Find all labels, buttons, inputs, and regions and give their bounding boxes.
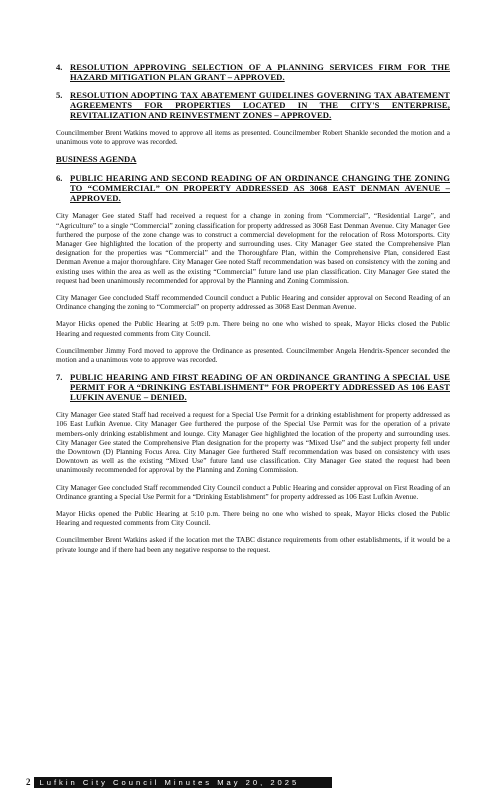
item-number: 6. [56,173,63,184]
item-paragraph: City Manager Gee stated Staff had received a request for a change in zoning from “Commercial”, “Residential Large”, and “Agriculture” to a single “Commercial” zoning classification for property addressed as 3068 East Denman Avenue. City Manager Gee furthered the purpose of the zone change was to construct a commercial development for the relocation of Ross Motorsports. City Manager Gee highlighted the location of the property and surrounding uses. City Manager Gee stated the Comprehensive Plan designation for the properties was “Commercial” and the Thoroughfare Plan, within the Comprehensive Plan, considered East Denman Avenue a major thoroughfare. City Manager Gee noted Staff recommendation was based on consistency with the zoning and existing uses within the area as well as the existing “Commercial” future land use plan classification. City Manager Gee stated the request had been unanimously recommended for approval by the Planning and Zoning Commission. [56,211,450,285]
agenda-item-6-header [56,173,450,203]
item-paragraph: Councilmember Brent Watkins asked if the location met the TABC distance requirements from other establishments, if it would be a private lounge and if there had been any negative response to the request. [56,535,450,554]
agenda-item-7 [56,372,450,554]
minutes-content [56,62,450,562]
agenda-item-4 [56,62,450,82]
item-heading: RESOLUTION APPROVING SELECTION OF A PLANNING SERVICES FIRM FOR THE HAZARD MITIGATION PLAN GRANT – APPROVED. [70,62,450,82]
item-paragraph: Councilmember Jimmy Ford moved to approve the Ordinance as presented. Councilmember Angela Hendrix-Spencer seconded the motion and a unanimous vote to approve was recorded. [56,345,450,365]
item-paragraph: City Manager Gee concluded Staff recommended Council conduct a Public Hearing and consider approval on Second Reading of an Ordinance changing the zoning to “Commercial” on property addressed as 3068 East Denman Avenue. [56,293,450,312]
item-paragraph: City Manager Gee concluded Staff recommended City Council conduct a Public Hearing and consider approval on First Reading of an Ordinance granting a Special Use Permit for a “Drinking Establishment” for property addressed as 106 East Lufkin Avenue. [56,482,450,501]
item-number: 7. [56,372,63,383]
item-number: 4. [56,62,63,72]
item-heading: PUBLIC HEARING AND FIRST READING OF AN ORDINANCE GRANTING A SPECIAL USE PERMIT FOR A “DRINKING ESTABLISHMENT” FOR PROPERTY ADDRESSED AS 106 EAST LUFKIN AVENUE – DENIED. [70,372,450,403]
item-paragraph: City Manager Gee stated Staff had received a request for a Special Use Permit for a drinking establishment for property addressed as 106 East Lufkin Avenue. City Manager Gee furthered the purpose of the Special Use Permit was for the operation of a private members-only drinking establishment and lounge. City Manager Gee highlighted the location of the property and surrounding uses. City Manager Gee stated the Comprehensive Plan designation for the property was “Mixed Use” and the subject property fell under the Downtown (D) Planning Focus Area. City Manager Gee furthered Staff recommendation was based on consistency with uses Downtown as well as the existing “Mixed Use” future land use classification. City Manager Gee stated the request had been unanimously recommended for approval by the Planning and Zoning Commission. [56,410,450,475]
footer-title-bar: Lufkin City Council Minutes May 20, 2025 [34,777,332,788]
item-heading: PUBLIC HEARING AND SECOND READING OF AN ORDINANCE CHANGING THE ZONING TO “COMMERCIAL” ON PROPERTY ADDRESSED AS 3068 EAST DENMAN AVENUE – APPROVED. [70,173,450,204]
agenda-item-5 [56,90,450,146]
item-paragraph: Mayor Hicks opened the Public Hearing at 5:09 p.m. There being no one who wished to speak, Mayor Hicks closed the Public Hearing and requested comments from City Council. [56,319,450,338]
business-agenda-heading: BUSINESS AGENDA [56,154,137,165]
page-number: 2 [26,777,31,787]
page-footer [26,777,332,788]
agenda-item-6 [56,173,450,364]
item-paragraph: Mayor Hicks opened the Public Hearing at 5:10 p.m. There being no one who wished to speak, Mayor Hicks closed the Public Hearing and requested comments from City Council. [56,509,450,528]
agenda-item-5-header [56,90,450,120]
item-number: 5. [56,90,63,100]
agenda-item-4-header [56,62,450,82]
agenda-item-7-header [56,372,450,402]
item-heading: RESOLUTION ADOPTING TAX ABATEMENT GUIDELINES GOVERNING TAX ABATEMENT AGREEMENTS FOR PROPERTIES LOCATED IN THE CITY'S ENTERPRISE, REVITALIZATION AND REINVESTMENT ZONES – APPROVED. [70,90,450,120]
item-paragraph: Councilmember Brent Watkins moved to approve all items as presented. Councilmember Robert Shankle seconded the motion and a unanimous vote to approve was recorded. [56,128,450,147]
